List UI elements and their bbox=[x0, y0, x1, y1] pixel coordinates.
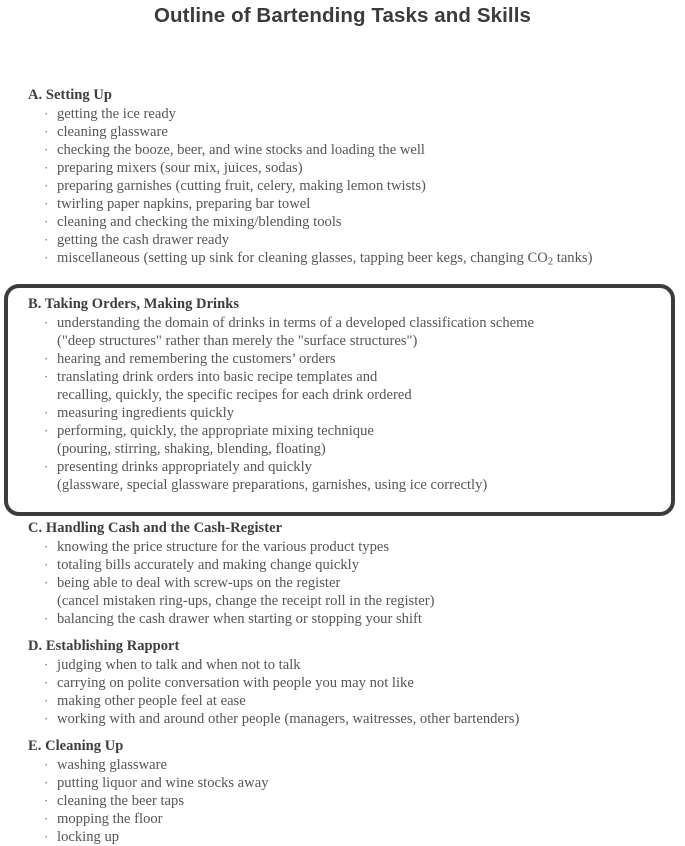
outline-section-a bbox=[0, 87, 685, 271]
bullet-point-icon: · bbox=[44, 775, 49, 790]
bullet-point-icon: · bbox=[44, 160, 49, 175]
bullet-point-icon: · bbox=[44, 711, 49, 726]
bullet-point-icon: · bbox=[44, 423, 49, 438]
page-title: Outline of Bartending Tasks and Skills bbox=[153, 4, 532, 27]
bullet-text-line: cleaning the beer taps bbox=[57, 793, 185, 809]
bullet-point-icon: · bbox=[44, 811, 49, 826]
section-heading-e: E. Cleaning Up bbox=[28, 738, 124, 754]
bullet-text-line: preparing mixers (sour mix, juices, sodas) bbox=[57, 160, 303, 176]
outline-bullet-item bbox=[0, 556, 685, 574]
section-heading-a: A. Setting Up bbox=[28, 87, 113, 103]
bullet-text-line: recalling, quickly, the specific recipes for each drink ordered bbox=[57, 387, 412, 403]
outline-bullet-item bbox=[0, 123, 685, 141]
bullet-point-icon: · bbox=[44, 250, 49, 265]
outline-bullet-item bbox=[0, 710, 685, 728]
outline-bullet-item bbox=[0, 368, 685, 404]
outline-bullet-item bbox=[0, 674, 685, 692]
bullet-point-icon: · bbox=[44, 793, 49, 808]
bullet-point-icon: · bbox=[44, 178, 49, 193]
bullet-point-icon: · bbox=[44, 611, 49, 626]
bullet-point-icon: · bbox=[44, 196, 49, 211]
outline-bullet-item bbox=[0, 249, 685, 271]
bullet-list-d bbox=[0, 656, 685, 728]
outline-bullet-item bbox=[0, 810, 685, 828]
outline-bullet-item bbox=[0, 314, 685, 350]
outline-section-c bbox=[0, 520, 685, 628]
outline-bullet-item bbox=[0, 774, 685, 792]
bullet-point-icon: · bbox=[44, 557, 49, 572]
outline-bullet-item bbox=[0, 422, 685, 458]
bullet-text-line: being able to deal with screw-ups on the register bbox=[57, 575, 341, 591]
bullet-text-line: presenting drinks appropriately and quickly bbox=[57, 459, 312, 475]
bullet-text-line: understanding the domain of drinks in terms of a developed classification scheme bbox=[57, 315, 534, 331]
bullet-list-b bbox=[0, 314, 685, 494]
bullet-text-line: miscellaneous (setting up sink for cleaning glasses, tapping beer kegs, changing $CO_2$ tanks) bbox=[57, 250, 593, 268]
bullet-point-icon: · bbox=[44, 829, 49, 844]
bullet-point-icon: · bbox=[44, 575, 49, 590]
bullet-text-line: working with and around other people (managers, waitresses, other bartenders) bbox=[57, 711, 520, 727]
bullet-text-line: locking up bbox=[57, 829, 120, 845]
outline-bullet-item bbox=[0, 458, 685, 494]
bullet-text-line: twirling paper napkins, preparing bar towel bbox=[57, 196, 311, 212]
bullet-text-line: getting the cash drawer ready bbox=[57, 232, 230, 248]
bullet-text-line: hearing and remembering the customers’ orders bbox=[57, 351, 336, 367]
bullet-text-line: balancing the cash drawer when starting or stopping your shift bbox=[57, 611, 422, 627]
outline-section-e bbox=[0, 738, 685, 846]
bullet-text-line: measuring ingredients quickly bbox=[57, 405, 234, 421]
outline-bullet-item bbox=[0, 213, 685, 231]
bullet-point-icon: · bbox=[44, 315, 49, 330]
outline-section-d bbox=[0, 638, 685, 728]
bullet-text-line: performing, quickly, the appropriate mixing technique bbox=[57, 423, 374, 439]
bullet-text-line: carrying on polite conversation with people you may not like bbox=[57, 675, 414, 691]
bullet-point-icon: · bbox=[44, 232, 49, 247]
outline-bullet-item bbox=[0, 656, 685, 674]
bullet-point-icon: · bbox=[44, 757, 49, 772]
bullet-point-icon: · bbox=[44, 351, 49, 366]
bullet-text-line: checking the booze, beer, and wine stocks and loading the well bbox=[57, 142, 425, 158]
bullet-point-icon: · bbox=[44, 106, 49, 121]
bullet-point-icon: · bbox=[44, 124, 49, 139]
outline-section-b bbox=[0, 284, 685, 508]
bullet-text-line: making other people feel at ease bbox=[57, 693, 246, 709]
outline-bullet-item bbox=[0, 756, 685, 774]
outline-bullet-item bbox=[0, 404, 685, 422]
bullet-text-line: mopping the floor bbox=[57, 811, 163, 827]
bullet-text-line: cleaning and checking the mixing/blending tools bbox=[57, 214, 342, 230]
bullet-text-line: preparing garnishes (cutting fruit, celery, making lemon twists) bbox=[57, 178, 426, 194]
outline-bullet-item bbox=[0, 177, 685, 195]
section-heading-d: D. Establishing Rapport bbox=[28, 638, 180, 654]
bullet-point-icon: · bbox=[44, 142, 49, 157]
bullet-point-icon: · bbox=[44, 405, 49, 420]
bullet-text-line: translating drink orders into basic recipe templates and bbox=[57, 369, 378, 385]
outline-bullet-item bbox=[0, 610, 685, 628]
outline-bullet-item bbox=[0, 828, 685, 846]
bullet-list-e bbox=[0, 756, 685, 846]
bullet-text-line: getting the ice ready bbox=[57, 106, 176, 122]
outline-bullet-item bbox=[0, 792, 685, 810]
bullet-text-line: judging when to talk and when not to talk bbox=[57, 657, 301, 673]
bullet-point-icon: · bbox=[44, 369, 49, 384]
bullet-text-line: (cancel mistaken ring-ups, change the receipt roll in the register) bbox=[57, 593, 435, 609]
outline-bullet-item bbox=[0, 231, 685, 249]
outline-bullet-item bbox=[0, 105, 685, 123]
bullet-list-c bbox=[0, 538, 685, 628]
section-heading-b: B. Taking Orders, Making Drinks bbox=[28, 296, 240, 312]
outline-bullet-item bbox=[0, 195, 685, 213]
outline-bullet-item bbox=[0, 141, 685, 159]
bullet-text-line: washing glassware bbox=[57, 757, 168, 773]
outline-bullet-item bbox=[0, 692, 685, 710]
bullet-text-line: (glassware, special glassware preparations, garnishes, using ice correctly) bbox=[57, 477, 488, 493]
outline-bullet-item bbox=[0, 159, 685, 177]
bullet-point-icon: · bbox=[44, 675, 49, 690]
bullet-text-line: cleaning glassware bbox=[57, 124, 168, 140]
bullet-point-icon: · bbox=[44, 539, 49, 554]
bullet-text-line: putting liquor and wine stocks away bbox=[57, 775, 269, 791]
outline-bullet-item bbox=[0, 574, 685, 610]
bullet-point-icon: · bbox=[44, 657, 49, 672]
bullet-point-icon: · bbox=[44, 214, 49, 229]
bullet-text-line: totaling bills accurately and making change quickly bbox=[57, 557, 360, 573]
outline-bullet-item bbox=[0, 350, 685, 368]
outline-bullet-item bbox=[0, 538, 685, 556]
bullet-list-a bbox=[0, 105, 685, 271]
bullet-point-icon: · bbox=[44, 693, 49, 708]
bullet-text-line: (pouring, stirring, shaking, blending, floating) bbox=[57, 441, 326, 457]
bullet-text-line: knowing the price structure for the various product types bbox=[57, 539, 390, 555]
section-heading-c: C. Handling Cash and the Cash-Register bbox=[28, 520, 283, 536]
bullet-text-line: ("deep structures" rather than merely the "surface structures") bbox=[57, 333, 418, 349]
bullet-point-icon: · bbox=[44, 459, 49, 474]
